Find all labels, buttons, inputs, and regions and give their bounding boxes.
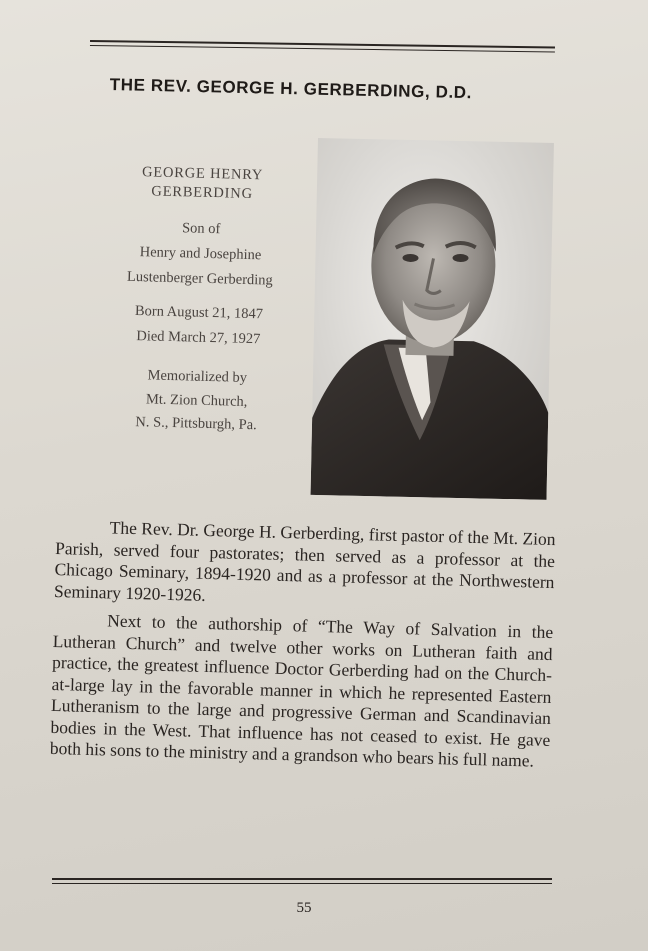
- memorialized-by: Memorialized by: [147, 367, 248, 386]
- name-line-1: GEORGE HENRY: [141, 164, 264, 184]
- top-double-rule: [90, 40, 555, 52]
- church-line-2: N. S., Pittsburgh, Pa.: [135, 414, 257, 434]
- body-text: [50, 516, 556, 773]
- parents-line-2: Lustenberger Gerberding: [126, 268, 273, 289]
- church-line-1: Mt. Zion Church,: [145, 391, 248, 410]
- death-date: Died March 27, 1927: [136, 328, 261, 348]
- page-number: 55: [296, 900, 312, 916]
- portrait-image: [311, 138, 554, 500]
- name-line-2: GERBERDING: [151, 183, 254, 203]
- portrait-photo: [311, 138, 554, 500]
- birth-date: Born August 21, 1847: [134, 303, 264, 323]
- paragraph-1: The Rev. Dr. George H. Gerberding, first pastor of the Mt. Zion Parish, served four pastorates; then served as a professor at the Chicago Seminary, 1894-1920 and as a professor at the Northwestern Seminary 1920-1926.: [53, 517, 556, 605]
- son-of-label: Son of: [181, 220, 221, 238]
- memorial-inscription: [91, 158, 308, 436]
- page-title: THE REV. GEORGE H. GERBERDING, D.D.: [109, 75, 473, 103]
- paragraph-2: Next to the authorship of “The Way of Salvation in the Lutheran Church” and twelve other works on Lutheran faith and practice, the greatest influence Doctor Gerberding had on the Church-at-large lay in the favorable manner in which he represented Eastern Lutheranism to the large and progressive German and Scandinavian bodies in the West. That influence has not ceased to exist. He gave both his sons to the ministry and a grandson who bears his full name.: [49, 610, 554, 771]
- parents-line-1: Henry and Josephine: [139, 244, 262, 264]
- bottom-double-rule: [52, 878, 552, 884]
